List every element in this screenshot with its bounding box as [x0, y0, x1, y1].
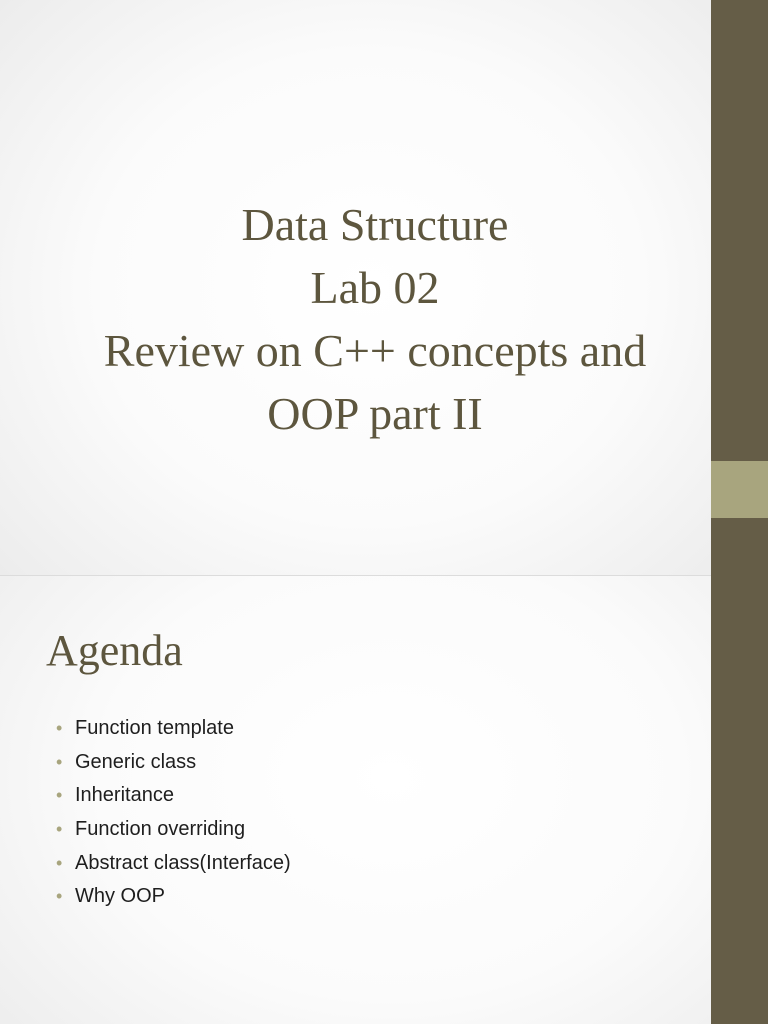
bullet-icon: •	[56, 819, 63, 840]
agenda-item-abstract-class	[56, 848, 291, 882]
agenda-item-label: Function overriding	[75, 818, 246, 841]
agenda-item-function-template	[56, 713, 291, 747]
bullet-icon: •	[56, 886, 63, 907]
agenda-list	[56, 713, 291, 915]
agenda-item-label: Inheritance	[75, 784, 174, 807]
slide-title	[0, 193, 711, 445]
bullet-icon: •	[56, 718, 63, 738]
agenda-item-label: Abstract class(Interface)	[75, 851, 291, 874]
agenda-item-why-oop	[56, 881, 291, 915]
agenda-item-label: Function template	[75, 717, 234, 739]
agenda-heading: Agenda	[46, 626, 183, 675]
title-line-lab: Lab 02	[310, 262, 440, 313]
title-line-topic: Review on C++ concepts and	[103, 325, 647, 376]
bullet-icon: •	[56, 852, 63, 873]
title-line-course: Data Structure	[241, 199, 509, 250]
agenda-item-label: Generic class	[75, 750, 197, 773]
title-line-part: OOP part II	[267, 388, 483, 439]
agenda-item-label: Why OOP	[75, 885, 166, 908]
bullet-icon: •	[56, 751, 63, 772]
bullet-icon: •	[56, 785, 63, 806]
side-accent-block	[711, 461, 768, 518]
agenda-item-function-overriding	[56, 814, 291, 848]
agenda-item-generic-class	[56, 747, 291, 781]
agenda-item-inheritance	[56, 780, 291, 814]
